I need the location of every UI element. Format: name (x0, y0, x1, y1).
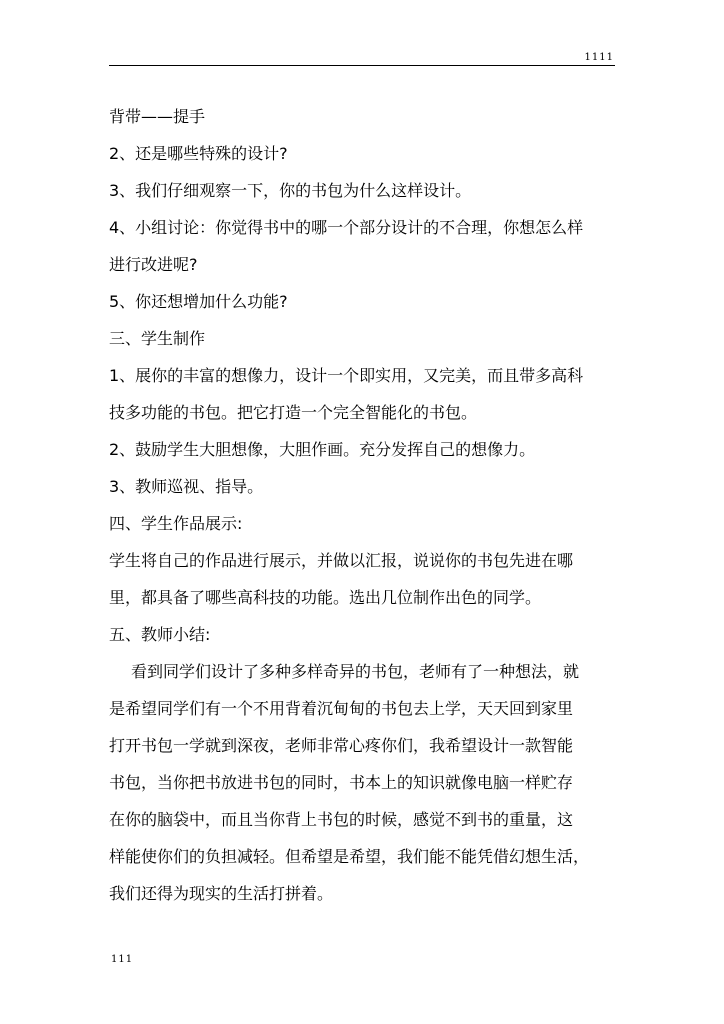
text-line: 1、展你的丰富的想像力，设计一个即实用，又完美，而且带多高科 (109, 366, 584, 385)
text-line: 2、还是哪些特殊的设计? (109, 144, 288, 163)
text-line: 是希望同学们有一个不用背着沉甸甸的书包去上学，天天回到家里 (109, 699, 574, 718)
text-line: 3、教师巡视、指导。 (109, 477, 264, 496)
text-line: 3、我们仔细观察一下，你的书包为什么这样设计。 (109, 181, 472, 200)
text-line: 在你的脑袋中，而且当你背上书包的时候，感觉不到书的重量，这 (109, 810, 574, 829)
section-heading: 四、学生作品展示: (109, 514, 243, 533)
text-line: 打开书包一学就到深夜，老师非常心疼你们，我希望设计一款智能 (109, 736, 574, 755)
section-heading: 五、教师小结: (109, 625, 211, 644)
text-line: 技多功能的书包。把它打造一个完全智能化的书包。 (109, 403, 478, 422)
text-line: 进行改进呢? (109, 255, 198, 274)
header-page-number: 1111 (584, 52, 614, 63)
text-line: 2、鼓励学生大胆想像，大胆作画。充分发挥自己的想像力。 (109, 440, 536, 459)
header-divider (109, 65, 615, 66)
text-line: 样能使你们的负担减轻。但希望是希望，我们能不能凭借幻想生活， (109, 847, 590, 866)
text-line: 里，都具备了哪些高科技的功能。选出几位制作出色的同学。 (109, 588, 542, 607)
text-line: 4、小组讨论：你觉得书中的哪一个部分设计的不合理，你想怎么样 (109, 218, 584, 237)
text-line: 学生将自己的作品进行展示，并做以汇报，说说你的书包先进在哪 (109, 551, 574, 570)
document-body (109, 98, 617, 912)
text-line: 书包，当你把书放进书包的同时，书本上的知识就像电脑一样贮存 (109, 773, 574, 792)
text-line: 背带——提手 (109, 107, 206, 126)
text-line: 5、你还想增加什么功能? (109, 292, 288, 311)
section-heading: 三、学生制作 (109, 329, 206, 348)
footer-page-number: 111 (111, 954, 134, 965)
paragraph-first-line: 看到同学们设计了多种多样奇异的书包，老师有了一种想法，就 (131, 662, 580, 681)
text-line: 我们还得为现实的生活打拼着。 (109, 884, 334, 903)
